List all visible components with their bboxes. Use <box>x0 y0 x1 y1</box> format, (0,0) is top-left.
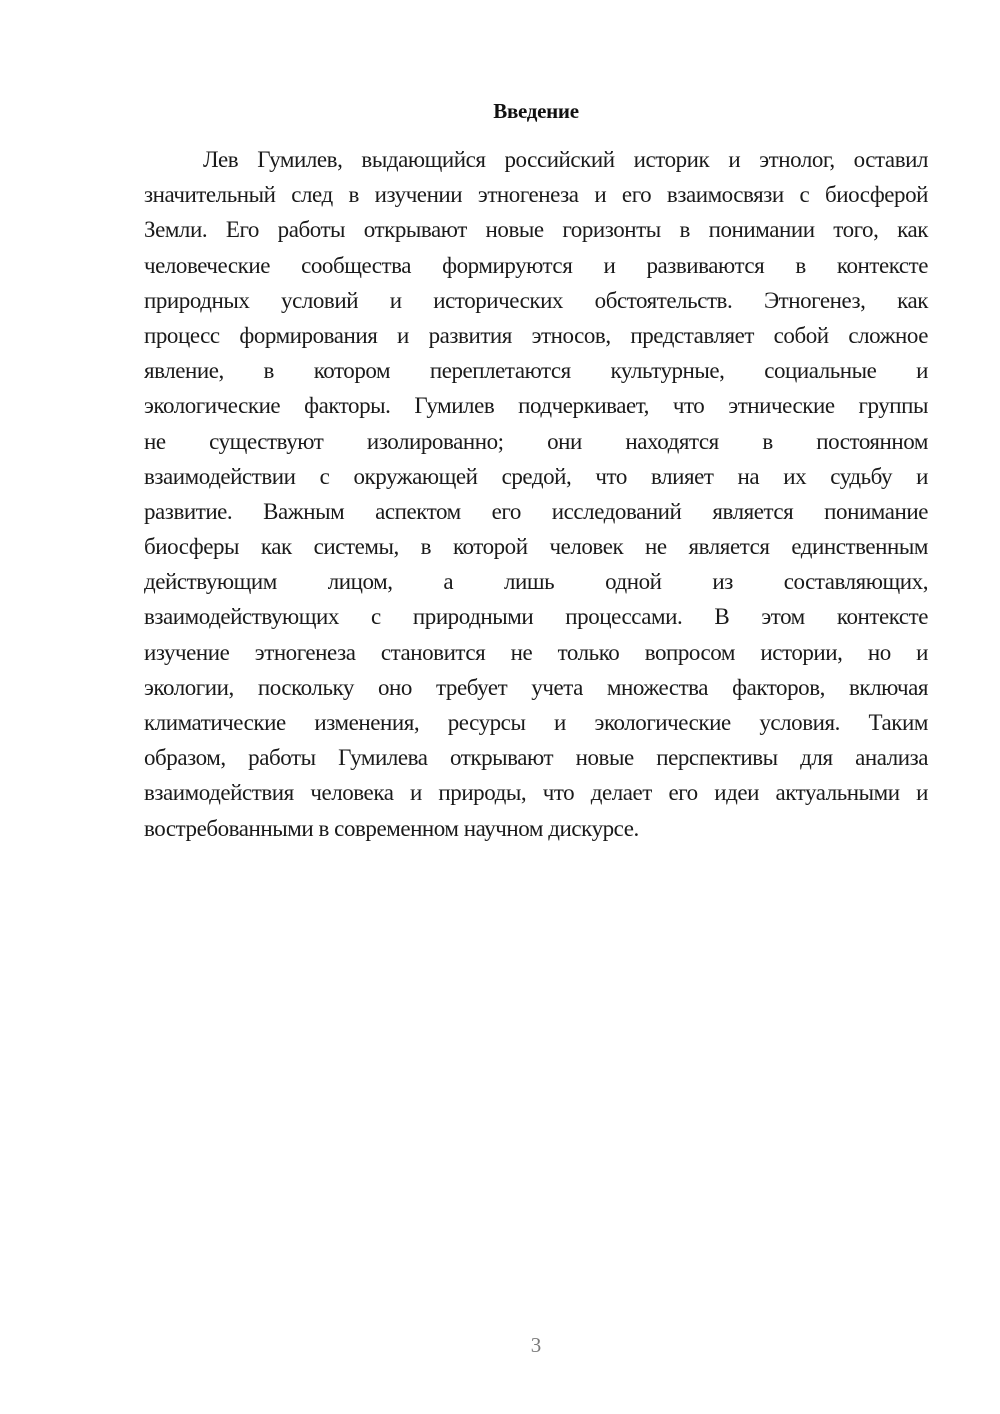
section-heading: Введение <box>493 99 579 123</box>
paragraph-line: образом, работы Гумилева открывают новые перспективы для анализа <box>144 745 928 771</box>
body-paragraph <box>144 142 928 846</box>
paragraph-line: изучение этногенеза становится не только вопросом истории, но и <box>144 639 928 665</box>
page-number: 3 <box>530 1333 542 1357</box>
paragraph-line: взаимодействующих с природными процессами. В этом контексте <box>144 604 928 630</box>
paragraph-line: экологии, поскольку оно требует учета множества факторов, включая <box>144 674 928 700</box>
paragraph-line: востребованными в современном научном дискурсе. <box>144 815 639 841</box>
paragraph-line: не существуют изолированно; они находятся в постоянном <box>144 428 928 454</box>
paragraph-line: природных условий и исторических обстоятельств. Этногенез, как <box>144 287 928 313</box>
paragraph-line: экологические факторы. Гумилев подчеркивает, что этнические группы <box>144 393 928 419</box>
paragraph-line: явление, в котором переплетаются культурные, социальные и <box>144 358 928 384</box>
paragraph-line: человеческие сообщества формируются и развиваются в контексте <box>144 252 928 278</box>
paragraph-line: действующим лицом, а лишь одной из составляющих, <box>144 569 928 595</box>
paragraph-line: значительный след в изучении этногенеза и его взаимосвязи с биосферой <box>144 182 928 208</box>
paragraph-line: Лев Гумилев, выдающийся российский историк и этнолог, оставил <box>203 147 928 172</box>
paragraph-line: взаимодействия человека и природы, что делает его идеи актуальными и <box>144 780 928 806</box>
paragraph-line: Земли. Его работы открывают новые горизонты в понимании того, как <box>144 217 928 243</box>
paragraph-line: климатические изменения, ресурсы и экологические условия. Таким <box>144 710 928 735</box>
paragraph-line: биосферы как системы, в которой человек не является единственным <box>144 534 928 560</box>
paragraph-line: процесс формирования и развития этносов, представляет собой сложное <box>144 322 928 348</box>
paragraph-line: взаимодействии с окружающей средой, что влияет на их судьбу и <box>144 463 928 489</box>
paragraph-line: развитие. Важным аспектом его исследований является понимание <box>144 498 928 524</box>
